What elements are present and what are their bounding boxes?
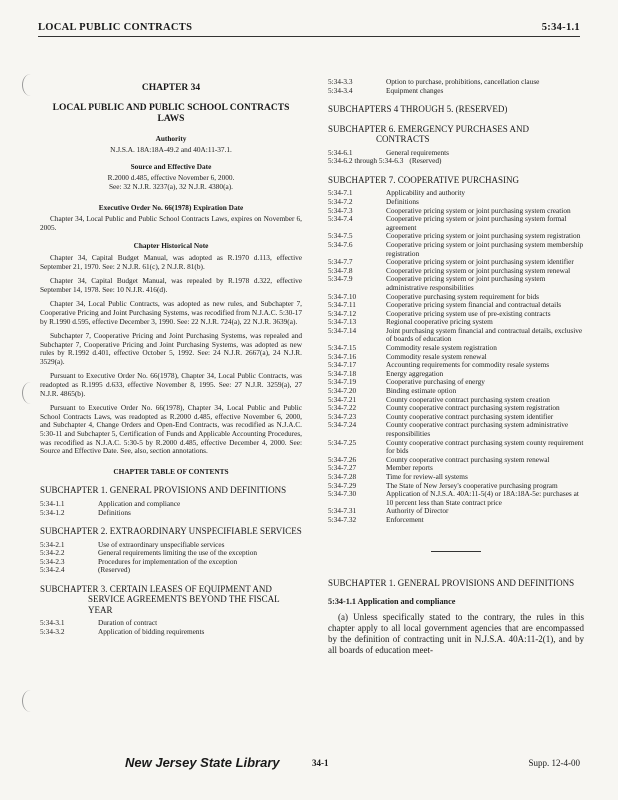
toc-item: 5:34-7.13 Regional cooperative pricing system xyxy=(328,317,493,327)
toc-item: 5:34-7.11 Cooperative pricing system financial and contractual details xyxy=(328,300,562,310)
toc-item: 5:34-7.10 Cooperative purchasing system requirement for bids xyxy=(328,291,539,301)
toc-item: 5:34-7.1 Applicability and authority xyxy=(328,188,466,198)
toc-item: 5:34-3.4 Equipment changes xyxy=(328,85,444,95)
toc-subchapter-heading: SUBCHAPTER 3. CERTAIN LEASES OF EQUIPMENT AND SERVICE AGREEMENTS BEYOND THE FISCAL YEAR xyxy=(40,583,280,615)
toc-item: 5:34-7.7 Cooperative pricing system or joint purchasing system identifier xyxy=(328,257,574,267)
toc-item: 5:34-7.22 County cooperative contract purchasing system registration xyxy=(328,403,560,413)
section-body: (a) Unless specifically stated to the contrary, the rules in this chapter apply to all local government agencies that are encompassed by the definition of contracting unit in N.J.S.A. 40A:11-2(1), and by all boards of education meet- xyxy=(328,611,584,655)
toc-item: 5:34-3.2 Application of bidding requirements xyxy=(40,627,205,637)
section-heading: 5:34-1.1 Application and compliance xyxy=(328,597,456,607)
header-section-number: 5:34-1.1 xyxy=(541,22,580,33)
toc-list xyxy=(328,189,584,524)
toc-item: 5:34-7.19 Cooperative purchasing of energy xyxy=(328,377,485,387)
history-paragraph: Pursuant to Executive Order No. 66(1978), Chapter 34, Local Public Contracts, was readopted as R.1995 d.633, effective November 8, 1995. See: 27 N.J.R. 3259(a), 27 N.J.R. 4865(b). xyxy=(40,371,302,398)
toc-item: 5:34-7.6 Cooperative pricing system or joint purchasing system membership registration xyxy=(328,239,584,258)
toc-subchapter-heading: SUBCHAPTER 6. EMERGENCY PURCHASES AND CONTRACTS xyxy=(328,123,529,145)
authority-text: N.J.S.A. 18A:18A-49.2 and 40A:11-37.1. xyxy=(110,145,232,155)
toc-item: 5:34-7.17 Accounting requirements for commodity resale systems xyxy=(328,360,550,370)
toc-subchapter-heading: SUBCHAPTER 7. COOPERATIVE PURCHASING xyxy=(328,174,520,185)
punch-hole-mark xyxy=(22,74,39,96)
toc-item: 5:34-7.30 Application of N.J.S.A. 40A:11-5(4) or 18A:18A-5e: purchases at 10 percent less than State contract price xyxy=(328,489,579,507)
toc-item: 5:34-7.26 County cooperative contract purchasing system renewal xyxy=(328,454,550,464)
toc-item: 5:34-2.2 General requirements limiting the use of the exception xyxy=(40,548,258,558)
history-paragraph: Subchapter 7, Cooperative Pricing and Joint Purchasing Systems, was repealed and Subchapter 7, Cooperative Pricing and Joint Purchasing Systems, was adopted as new rules by R.1992 d.401, effective October 5, 1992. See: 24 N.J.R. 2667(a), 24 N.J.R. 3529(a). xyxy=(40,331,302,366)
toc-item: 5:34-3.3 Option to purchase, prohibitions, cancellation clause xyxy=(328,77,540,86)
eo-text: Chapter 34, Local Public and Public School Contracts Laws, expires on November 6, 2005. xyxy=(40,214,302,232)
history-paragraph: Chapter 34, Capital Budget Manual, was adopted as R.1970 d.113, effective September 21, 1970. See: 2 N.J.R. 61(c), 2 N.J.R. 81(b). xyxy=(40,252,302,271)
history-paragraph: Chapter 34, Local Public Contracts, was adopted as new rules, and Subchapter 7, Cooperative Pricing and Joint Purchasing Systems, was recodified from N.J.A.C. 5:30-17 by R.1990 d.595, effective December 3, 1990. See: 22 N.J.R. 724(a), 22 N.J.R. 3639(a). xyxy=(40,299,302,326)
toc-item: 5:34-6.1 General requirements xyxy=(328,147,450,157)
toc-item: 5:34-7.2 Definitions xyxy=(328,196,419,206)
header-title: LOCAL PUBLIC CONTRACTS xyxy=(38,22,193,33)
toc-item: 5:34-7.29 The State of New Jersey's cooperative purchasing program xyxy=(328,480,558,490)
toc-item: 5:34-7.15 Commodity resale system registration xyxy=(328,343,497,353)
history-paragraph: Pursuant to Executive Order No. 66(1978), Chapter 34, Local Public and Public School Contracts Laws, was readopted as R.2000 d.485, effective November 6, 2000, and Subchapter 4, Change Orders and Open-End Contracts, was recodified as N.J.A.C. 5:30-11 and Subchapter 5, Certification of Funds and Applicable Accounting Procedures, was recodified as N.J.A.C. 5:30-5 by R.2000 d.485, effective December 4, 2000. See: Source and Effective Date. See, also, section annotations. xyxy=(40,403,302,456)
toc-item: 5:34-7.8 Cooperative pricing system or joint purchasing system renewal xyxy=(328,265,571,275)
history-paragraph: Chapter 34, Capital Budget Manual, was repealed by R.1978 d.322, effective September 14, 1978. See: 10 N.J.R. 416(d). xyxy=(40,276,302,294)
page-number: 34-1 xyxy=(312,758,329,768)
source-text: See: 32 N.J.R. 3237(a), 32 N.J.R. 4380(a). xyxy=(108,181,234,191)
toc-item: 5:34-7.12 Cooperative pricing system use of pre-existing contracts xyxy=(328,308,551,318)
section-divider xyxy=(431,551,481,552)
toc-item: 5:34-7.14 Joint purchasing system financial and contractual details, exclusive of boards of education xyxy=(328,325,583,344)
toc-item: 5:34-7.23 County cooperative contract purchasing system identifier xyxy=(328,411,554,421)
toc-item: 5:34-7.4 Cooperative pricing system or joint purchasing system formal agreement xyxy=(328,214,567,232)
source-text: R.2000 d.485, effective November 6, 2000. xyxy=(107,173,235,183)
toc-item: 5:34-2.4 (Reserved) xyxy=(40,565,131,575)
toc-item: 5:34-7.20 Binding estimate option xyxy=(328,386,457,396)
toc-subchapter-heading: SUBCHAPTER 2. EXTRAORDINARY UNSPECIFIABLE SERVICES xyxy=(40,526,302,537)
toc-item: 5:34-6.2 through 5:34-6.3 (Reserved) xyxy=(328,156,442,166)
toc-item: 5:34-2.1 Use of extraordinary unspecifiable services xyxy=(40,539,225,549)
toc-item: 5:34-7.31 Authority of Director xyxy=(328,506,449,516)
history-heading: Chapter Historical Note xyxy=(133,241,209,251)
toc-item: 5:34-1.1 Application and compliance xyxy=(40,498,181,508)
toc-item: 5:34-7.27 Member reports xyxy=(328,463,433,473)
source-heading: Source and Effective Date xyxy=(130,161,212,171)
toc-item: 5:34-3.1 Duration of contract xyxy=(40,618,158,628)
toc-subchapter-heading: SUBCHAPTER 1. GENERAL PROVISIONS AND DEFINITIONS xyxy=(40,485,287,496)
toc-item: 5:34-7.21 County cooperative contract purchasing system creation xyxy=(328,394,550,404)
toc-item: 5:34-7.24 County cooperative contract purchasing system administrative responsibilities xyxy=(328,420,569,438)
right-column xyxy=(328,78,584,656)
body-subchapter-heading: SUBCHAPTER 1. GENERAL PROVISIONS AND DEFINITIONS xyxy=(328,577,575,588)
library-stamp: New Jersey State Library xyxy=(125,755,280,770)
toc-item: 5:34-1.2 Definitions xyxy=(40,507,131,517)
eo-heading: Executive Order No. 66(1978) Expiration Date xyxy=(98,202,244,212)
punch-hole-mark xyxy=(22,690,39,712)
supplement-date: Supp. 12-4-00 xyxy=(528,758,580,768)
toc-item: 5:34-7.5 Cooperative pricing system or joint purchasing system registration xyxy=(328,231,581,241)
toc-item: 5:34-7.25 County cooperative contract purchasing system county requirement for bids xyxy=(328,437,584,456)
toc-item: 5:34-7.16 Commodity resale system renewal xyxy=(328,351,487,361)
left-column xyxy=(40,78,302,637)
toc-item: 5:34-7.18 Energy aggregation xyxy=(328,368,444,378)
chapter-title: LOCAL PUBLIC AND PUBLIC SCHOOL CONTRACTS LAWS xyxy=(52,102,290,125)
chapter-number: CHAPTER 34 xyxy=(141,83,201,93)
toc-item: 5:34-7.28 Time for review-all systems xyxy=(328,471,468,481)
toc-title: CHAPTER TABLE OF CONTENTS xyxy=(113,466,229,476)
running-header xyxy=(38,22,580,37)
toc-item: 5:34-2.3 Procedures for implementation of the exception xyxy=(40,556,238,566)
authority-heading: Authority xyxy=(155,133,187,143)
toc-item: 5:34-7.3 Cooperative pricing system or joint purchasing system creation xyxy=(328,205,571,215)
toc-item: 5:34-7.32 Enforcement xyxy=(328,514,424,524)
toc-subchapter-heading: SUBCHAPTERS 4 THROUGH 5. (RESERVED) xyxy=(328,104,508,115)
punch-hole-mark xyxy=(22,382,39,404)
toc-item: 5:34-7.9 Cooperative pricing system or joint purchasing system administrative responsibilities xyxy=(328,274,546,292)
